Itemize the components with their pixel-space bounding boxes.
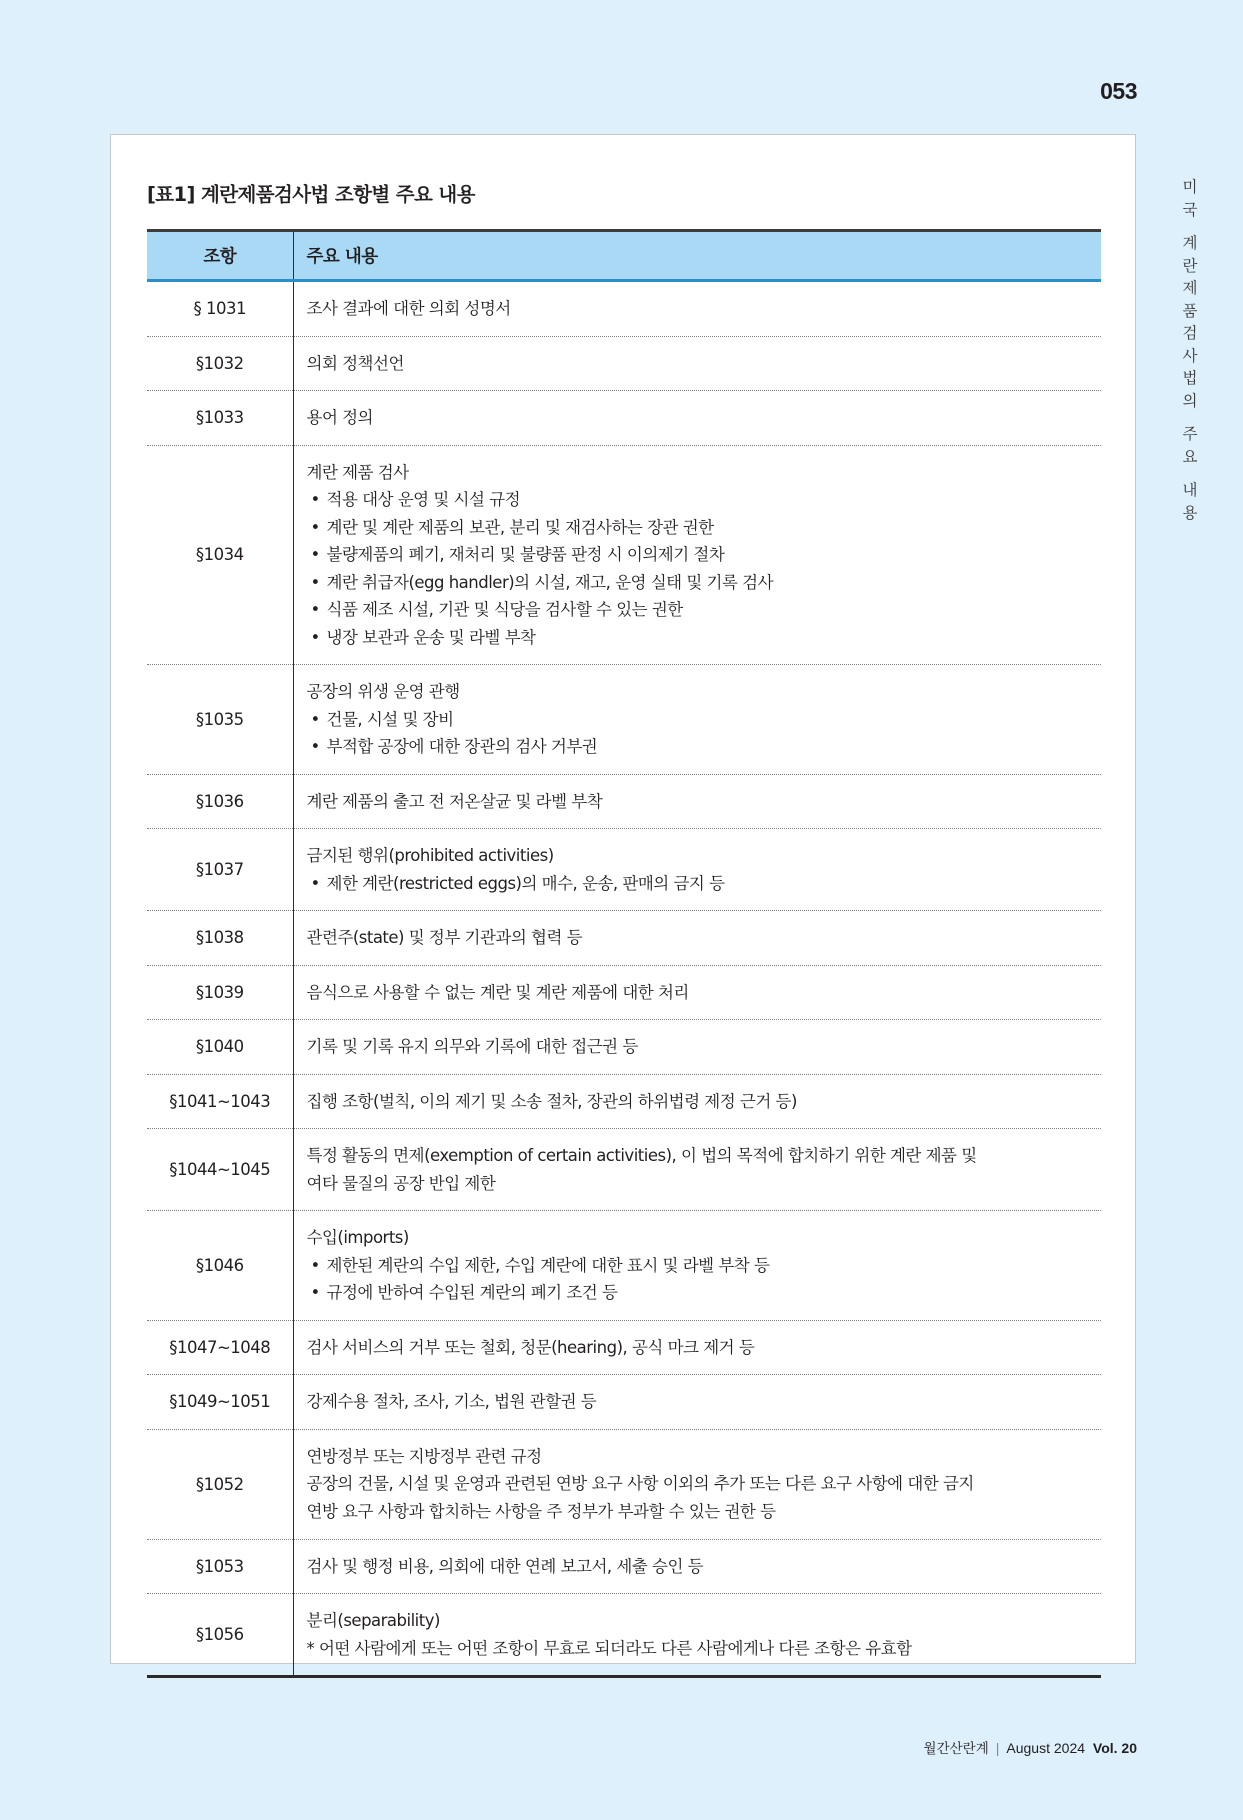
table-row [147,1539,1101,1594]
content-line: 검사 및 행정 비용, 의회에 대한 연례 보고서, 세출 승인 등 [306,1556,704,1576]
table-row [147,665,1101,775]
bullet-item: • 규정에 반하여 수입된 계란의 폐기 조건 등 [307,1279,1090,1307]
side-title-char: 법 [1182,369,1198,387]
content-line: 금지된 행위(prohibited activities) [306,846,554,865]
side-title-char: 요 [1182,447,1198,466]
page-number: 053 [1100,78,1137,104]
content-line: 기록 및 기록 유지 의무와 기록에 대한 접근권 등 [306,1037,638,1056]
article-cell: § 1031 [147,281,293,337]
side-title-char: 미 [1182,178,1198,196]
table-row [147,281,1101,337]
article-cell: §1034 [147,445,293,665]
article-cell: §1047~1048 [147,1320,293,1375]
content-line: * 어떤 사람에게 또는 어떤 조항이 무효로 되더라도 다른 사람에게나 다른 조항은 유효함 [306,1638,912,1658]
footer [924,1737,1137,1757]
side-title-char: 사 [1182,346,1198,365]
content-line: 계란 제품의 출고 전 저온살균 및 라벨 부착 [306,791,603,811]
article-cell: §1037 [147,829,293,911]
side-title-char: 내 [1182,481,1198,499]
content-line: 관련주(state) 및 정부 기관과의 협력 등 [306,928,583,947]
article-cell: §1041~1043 [147,1074,293,1129]
footer-date: August 2024 [1006,1740,1086,1756]
table-title: [표1] 계란제품검사법 조항별 주요 내용 [147,183,475,206]
table-row [147,1211,1101,1321]
content-cell [293,445,1101,665]
content-cell [293,1211,1101,1321]
article-cell: §1038 [147,911,293,966]
footer-separator: | [995,1740,1000,1756]
table-row [147,1375,1101,1430]
bullet-item: • 적용 대상 운영 및 시설 규정 [307,486,1090,514]
content-cell [293,281,1101,337]
table-row [147,1320,1101,1375]
side-title-char: 란 [1182,256,1198,275]
content-cell [293,1320,1101,1375]
content-line: 의회 정책선언 [306,353,404,373]
content-cell [293,391,1101,446]
articles-table [147,229,1101,1678]
content-line: 연방 요구 사항과 합치하는 사항을 주 정부가 부과할 수 있는 권한 등 [306,1501,776,1521]
footer-volume: Vol. 20 [1092,1740,1137,1756]
table-row [147,336,1101,391]
side-title-char: 국 [1182,200,1198,219]
content-cell [293,911,1101,966]
side-title-char: 품 [1182,301,1198,320]
content-line: 검사 서비스의 거부 또는 철회, 청문(hearing), 공식 마크 제거 등 [306,1337,755,1357]
article-cell: §1053 [147,1539,293,1594]
content-line: 분리(separability) [306,1611,440,1630]
table-row [147,911,1101,966]
side-title-char: 주 [1182,425,1198,443]
table-header [147,231,1101,281]
side-title-gap [1178,412,1202,423]
content-line: 용어 정의 [306,408,374,427]
article-cell: §1049~1051 [147,1375,293,1430]
bullet-item: • 계란 및 계란 제품의 보관, 분리 및 재검사하는 장관 권한 [307,514,1090,542]
table-row [147,965,1101,1020]
content-cell [293,1020,1101,1075]
content-cell [293,1375,1101,1430]
bullet-item: • 제한 계란(restricted eggs)의 매수, 운송, 판매의 금지 등 [307,870,1090,898]
table-row [147,1594,1101,1677]
content-line: 연방정부 또는 지방정부 관련 규정 [306,1446,542,1466]
table-row [147,1429,1101,1539]
article-cell: §1035 [147,665,293,775]
bullet-item: • 건물, 시설 및 장비 [307,706,1090,734]
bullet-item: • 냉장 보관과 운송 및 라벨 부착 [307,624,1090,652]
side-title-char: 의 [1182,391,1198,410]
side-title-char: 용 [1182,503,1198,522]
table-row [147,1129,1101,1211]
content-line: 공장의 위생 운영 관행 [306,682,460,701]
article-cell: §1032 [147,336,293,391]
article-cell: §1056 [147,1594,293,1677]
table-card [110,134,1136,1664]
content-line: 수입(imports) [306,1228,409,1247]
article-cell: §1036 [147,774,293,829]
footer-magazine: 월간산란계 [923,1741,989,1757]
content-line: 조사 결과에 대한 의회 성명서 [306,299,511,318]
table-row [147,1020,1101,1075]
content-cell [293,1074,1101,1129]
article-cell: §1033 [147,391,293,446]
content-line: 공장의 건물, 시설 및 운영과 관련된 연방 요구 사항 이외의 추가 또는 다른 요구 사항에 대한 금지 [306,1474,974,1494]
table-row [147,445,1101,665]
content-cell [293,336,1101,391]
bullet-item: • 계란 취급자(egg handler)의 시설, 재고, 운영 실태 및 기록 검사 [307,569,1090,597]
side-title-char: 계 [1182,234,1198,252]
content-line: 계란 제품 검사 [306,462,409,482]
bullet-item: • 제한된 계란의 수입 제한, 수입 계란에 대한 표시 및 라벨 부착 등 [307,1252,1090,1280]
article-cell: §1044~1045 [147,1129,293,1211]
side-running-title [1178,176,1202,524]
table-row [147,829,1101,911]
content-cell [293,665,1101,775]
header-article: 조항 [147,231,293,281]
table-row [147,391,1101,446]
side-title-gap [1178,221,1202,232]
content-line: 강제수용 절차, 조사, 기소, 법원 관할권 등 [306,1392,597,1411]
content-line: 여타 물질의 공장 반입 제한 [306,1173,496,1193]
content-cell [293,965,1101,1020]
table-row [147,774,1101,829]
content-line: 집행 조항(벌칙, 이의 제기 및 소송 절차, 장관의 하위법령 제정 근거 등) [306,1091,797,1111]
side-title-char: 제 [1182,279,1198,297]
content-cell [293,1539,1101,1594]
side-title-char: 검 [1182,324,1198,342]
content-cell [293,774,1101,829]
article-cell: §1046 [147,1211,293,1321]
bullet-item: • 식품 제조 시설, 기관 및 식당을 검사할 수 있는 권한 [307,596,1090,624]
content-cell [293,1429,1101,1539]
table-body [147,281,1101,1677]
article-cell: §1039 [147,965,293,1020]
content-line: 특정 활동의 면제(exemption of certain activities), 이 법의 목적에 합치하기 위한 계란 제품 및 [306,1146,977,1165]
table-row [147,1074,1101,1129]
header-content: 주요 내용 [293,231,1101,281]
bullet-item: • 부적합 공장에 대한 장관의 검사 거부권 [307,733,1090,761]
article-cell: §1052 [147,1429,293,1539]
bullet-item: • 불량제품의 폐기, 재처리 및 불량품 판정 시 이의제기 절차 [307,541,1090,569]
content-cell [293,1129,1101,1211]
content-line: 음식으로 사용할 수 없는 계란 및 계란 제품에 대한 처리 [306,982,689,1002]
content-cell [293,829,1101,911]
article-cell: §1040 [147,1020,293,1075]
content-cell [293,1594,1101,1677]
side-title-gap [1178,468,1202,479]
